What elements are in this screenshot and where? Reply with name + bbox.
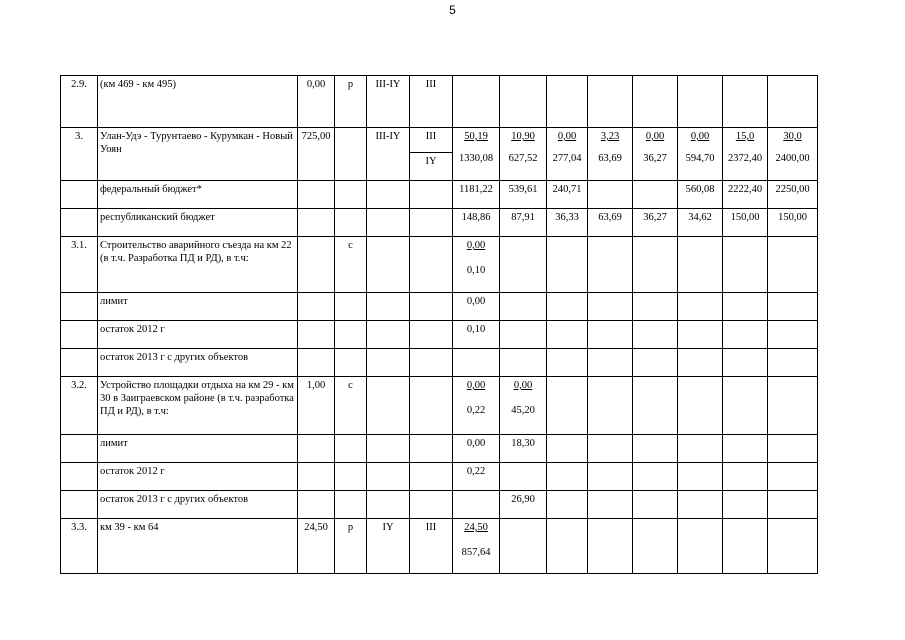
row-number: 3.3. (61, 519, 98, 574)
funding-source: федеральный бюджет* (98, 181, 298, 209)
category-cell: IY (410, 153, 453, 181)
table-row (61, 237, 818, 293)
funding-source: остаток 2012 г (98, 321, 298, 349)
value-bottom: 36,27 (643, 153, 667, 164)
funding-source: остаток 2012 г (98, 463, 298, 491)
row-number: 3.2. (61, 377, 98, 435)
value-cell: 0,00 (453, 293, 500, 321)
value-bottom: 63,69 (598, 153, 622, 164)
object-name: Строительство аварийного съезда на км 22 (в т.ч. Разработка ПД и РД), в т.ч: (98, 237, 298, 293)
value-cell: 34,62 (678, 209, 723, 237)
value-bottom: 857,64 (461, 547, 491, 558)
value-top: 15,0 (735, 131, 755, 142)
category-cell: III (410, 76, 453, 128)
table-row (61, 491, 818, 519)
value-cell: 0,22 (453, 463, 500, 491)
value-bottom: 277,04 (552, 153, 582, 164)
table-row (61, 377, 818, 435)
funding-source: остаток 2013 г с других объектов (98, 349, 298, 377)
work-type-cell: с (335, 377, 367, 435)
table-row (61, 209, 818, 237)
funding-source: лимит (98, 435, 298, 463)
value-top: 10,90 (511, 131, 535, 142)
table-row (61, 181, 818, 209)
value-bottom: 1330,08 (458, 153, 494, 164)
value-cell: 2250,00 (768, 181, 818, 209)
work-type-cell: р (335, 519, 367, 574)
funding-source: республиканский бюджет (98, 209, 298, 237)
table-row (61, 435, 818, 463)
value-top: 0,00 (466, 240, 486, 251)
category-cell: IY (367, 519, 410, 574)
object-name: Устройство площадки отдыха на км 29 - км 30 в Заиграевском районе (в т.ч. разработка ПД и РД), в т.ч: (98, 377, 298, 435)
value-cell: 18,30 (500, 435, 547, 463)
value-top: 24,50 (464, 522, 488, 533)
category-cell: III-IY (367, 76, 410, 128)
value-bottom: 0,10 (466, 265, 486, 276)
value-cell: 0,10 (453, 321, 500, 349)
value-bottom: 45,20 (511, 405, 535, 416)
length-cell: 1,00 (298, 377, 335, 435)
value-cell: 560,08 (678, 181, 723, 209)
page-number: 5 (449, 3, 456, 17)
road-works-table (60, 75, 818, 574)
value-cell: 150,00 (768, 209, 818, 237)
value-cell: 63,69 (588, 209, 633, 237)
work-type-cell: с (335, 237, 367, 293)
category-cell: III (410, 128, 453, 153)
value-bottom: 627,52 (508, 153, 538, 164)
value-cell: 539,61 (500, 181, 547, 209)
table-row (61, 349, 818, 377)
work-type-cell: р (335, 76, 367, 128)
table-row (61, 293, 818, 321)
value-top: 0,00 (557, 131, 577, 142)
row-number: 3. (61, 128, 98, 181)
value-top: 30,0 (783, 131, 802, 142)
value-top: 0,00 (513, 380, 533, 391)
value-cell: 26,90 (500, 491, 547, 519)
length-cell: 725,00 (298, 128, 335, 181)
value-cell: 36,33 (547, 209, 588, 237)
object-name: Улан-Удэ - Турунтаево - Курумкан - Новый Уоян (98, 128, 298, 181)
value-cell: 0,00 (453, 435, 500, 463)
value-top: 3,23 (600, 131, 620, 142)
value-bottom: 2400,00 (775, 153, 810, 164)
row-number: 2.9. (61, 76, 98, 128)
value-cell: 150,00 (723, 209, 768, 237)
row-number: 3.1. (61, 237, 98, 293)
value-top: 0,00 (690, 131, 710, 142)
funding-source: остаток 2013 г с других объектов (98, 491, 298, 519)
value-top: 0,00 (466, 380, 486, 391)
table-row (61, 321, 818, 349)
funding-source: лимит (98, 293, 298, 321)
category-cell: III (410, 519, 453, 574)
value-bottom: 0,22 (466, 405, 486, 416)
value-cell: 36,27 (633, 209, 678, 237)
object-name: км 39 - км 64 (98, 519, 298, 574)
value-cell: 2222,40 (723, 181, 768, 209)
value-bottom: 2372,40 (727, 153, 763, 164)
value-cell: 87,91 (500, 209, 547, 237)
value-cell: 240,71 (547, 181, 588, 209)
table-row (61, 519, 818, 574)
table-row (61, 76, 818, 128)
table-row (61, 128, 818, 153)
value-top: 0,00 (645, 131, 665, 142)
length-cell: 0,00 (298, 76, 335, 128)
value-cell: 1181,22 (453, 181, 500, 209)
table-row (61, 463, 818, 491)
value-top: 50,19 (464, 131, 488, 142)
object-name: (км 469 - км 495) (98, 76, 298, 128)
value-bottom: 594,70 (685, 153, 715, 164)
category-cell: III-IY (367, 128, 410, 181)
value-cell: 148,86 (453, 209, 500, 237)
length-cell: 24,50 (298, 519, 335, 574)
